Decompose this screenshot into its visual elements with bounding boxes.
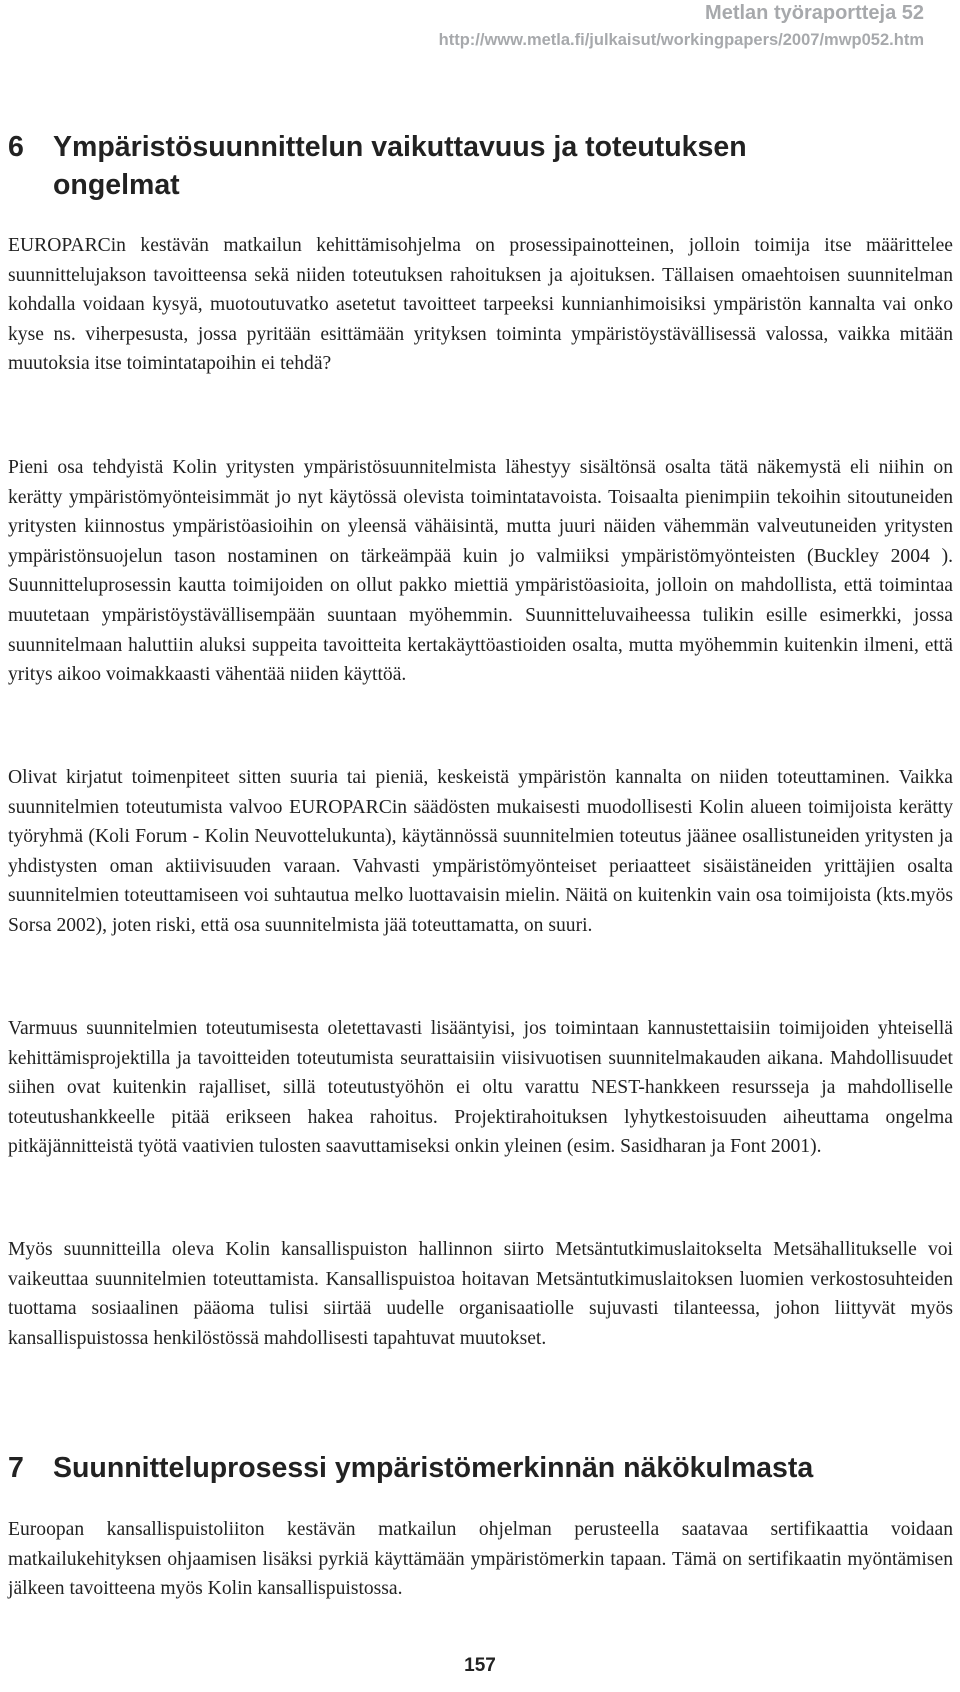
section-number: 7	[8, 1452, 24, 1484]
paragraph: Myös suunnitteilla oleva Kolin kansallispuiston hallinnon siirto Metsäntutkimuslaitokselta Metsähallitukselle voi vaikeuttaa suunnitelmien toteuttamista. Kansallispuistoa hoitavan Metsäntutkimuslaitoksen luomien verkostosuhteiden tuottama sosiaalinen pääoma tulisi siirtää uudelle organisaatiolle sujuvasti tilanteessa, johon liittyvät myös kansallispuistossa henkilöstössä mahdollisesti tapahtuvat muutokset.	[8, 1239, 953, 1349]
paragraph: Olivat kirjatut toimenpiteet sitten suuria tai pieniä, keskeistä ympäristön kannalta on niiden toteuttaminen. Vaikka suunnitelmien toteutumista valvoo EUROPARCin säädösten mukaisesti muodollisesti Kolin alueen toimijoista kerätty työryhmä (Koli Forum - Kolin Neuvottelukunta), käytännössä suunnitelmien toteutus jäänee osallistuneiden yritysten ja yhdistysten oman aktiivisuuden varaan. Vahvasti ympäristömyönteiset periaatteet sisäistäneiden yrittäjien osalta suunnitelmien toteuttamiseen voi suhtautua melko luottavaisin mielin. Näitä on kuitenkin vain osa toimijoista (kts.myös Sorsa 2002), joten riski, että osa suunnitelmista jää toteuttamatta, on suuri.	[8, 767, 953, 936]
section-number: 6	[8, 131, 24, 163]
paragraph: EUROPARCin kestävän matkailun kehittämisohjelma on prosessipainotteinen, jolloin toimija itse määrittelee suunnittelujakson tavoitteensa sekä niiden toteutuksen rahoituksen ja ajoituksen. Tällaisen omaehtoisen suunnitelman kohdalla voidaan kysyä, muotoutuvatko asetetut tavoitteet tarpeeksi kunnianhimoisiksi ympäristön kannalta vai onko kyse ns. viherpesusta, jossa pyritään esittämään yrityksen toiminta ympäristöystävällisessä valossa, vaikka mitään muutoksia itse toimintatapoihin ei tehdä?	[8, 235, 953, 375]
section-title: Ympäristösuunnittelun vaikuttavuus ja toteutuksen ongelmat	[53, 131, 747, 201]
section-7-heading	[8, 1449, 948, 1487]
paragraph: Pieni osa tehdyistä Kolin yritysten ympäristösuunnitelmista lähestyy sisältönsä osalta tätä näkemystä eli niihin on kerätty ympäristömyönteisimmät jo nyt käytössä olevista toimintatavoista. Toisaalta pienimpiin tekoihin sitoutuneiden yritysten kiinnostus ympäristöasioihin on yleensä vähäisintä, mutta juuri näiden vähemmän valveutuneiden yritysten ympäristönsuojelun tason nostaminen on tärkeämpää kuin jo valmiiksi ympäristömyönteisten (Buckley 2004 ). Suunnitteluprosessin kautta toimijoiden on ollut pakko miettiä ympäristöasioita, jolloin on mahdollista, että toimintaa muutetaan ympäristöystävällisempään suuntaan myöhemmin. Suunnitteluvaiheessa tulikin esille esimerkki, jossa suunnitelmaan haluttiin aluksi suppeita tavoitteita kertakäyttöastioiden osalta, mutta myöhemmin kuitenkin ilmeni, että yritys aikoo voimakkaasti vähentää niiden käyttöä.	[8, 457, 953, 686]
paragraph: Varmuus suunnitelmien toteutumisesta oletettavasti lisääntyisi, jos toimintaan kannustettaisiin toimijoiden yhteisellä kehittämisprojektilla ja tavoitteiden toteutumista seurattaisiin viisivuotisen suunnitelmakauden aikana. Mahdollisuudet siihen ovat kuitenkin rajalliset, sillä toteutustyöhön ei oltu varattu NEST-hankkeen resursseja ja mahdolliselle toteutushankkeelle pitää erikseen hakea rahoitus. Projektirahoituksen lyhytkestoisuuden aiheuttama ongelma pitkäjännitteistä työtä vaativien tulosten saavuttamiseksi onkin yleinen (esim. Sasidharan ja Font 2001).	[8, 1018, 953, 1158]
paragraph: Euroopan kansallispuistoliiton kestävän matkailun ohjelman perusteella saatavaa sertifikaattia voidaan matkailukehityksen ohjaamisen lisäksi pyrkiä käyttämään ympäristömerkin tapaan. Tämä on sertifikaatin myöntämisen jälkeen tavoitteena myös Kolin kansallispuistossa.	[8, 1519, 953, 1600]
publication-url[interactable]: http://www.metla.fi/julkaisut/workingpapers/2007/mwp052.htm	[438, 31, 924, 49]
section-title: Suunnitteluprosessi ympäristömerkinnän näkökulmasta	[53, 1452, 814, 1484]
page-number: 157	[464, 1655, 496, 1676]
running-header	[439, 0, 924, 54]
section-6-heading	[8, 128, 908, 204]
series-title: Metlan työraportteja 52	[705, 2, 924, 24]
